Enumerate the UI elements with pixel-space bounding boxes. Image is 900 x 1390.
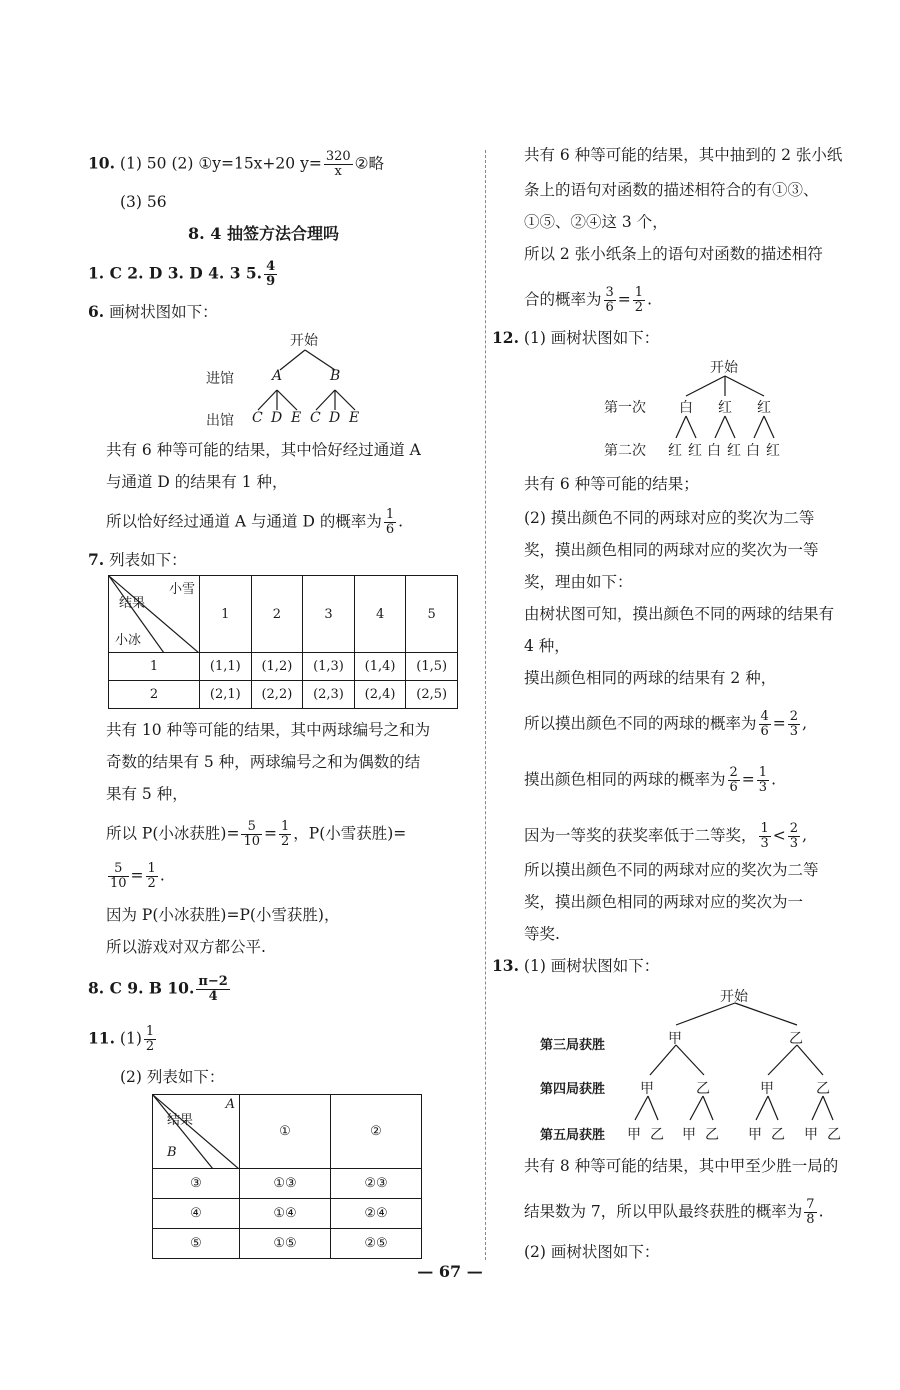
table-row: ⑤ ①⑤ ②⑤ [153, 1229, 422, 1259]
fraction: $\frac{320}{x}$ [325, 149, 351, 179]
answer-text: ②略 [354, 154, 385, 173]
tree-node: 乙 [705, 1127, 719, 1143]
table-row: ③ ①③ ②③ [153, 1169, 422, 1199]
tree-node: 甲 [627, 1127, 641, 1143]
table-header: 4 [354, 576, 406, 653]
tree-row-label: 第一次 [604, 400, 646, 416]
tree-node: 乙 [827, 1127, 841, 1143]
tree-row-label: 第四局获胜 [540, 1082, 606, 1097]
tree-node: D [329, 410, 341, 426]
tree-node: B [330, 368, 341, 384]
answer-text: (1) 50 (2) ①y=15x+20 y= [119, 154, 322, 173]
table-header: ① [240, 1095, 331, 1169]
table-header: 3 [303, 576, 355, 653]
tree-node: 红 [727, 443, 741, 459]
table-header: 5 [406, 576, 458, 653]
tree-node: 红 [718, 400, 732, 416]
tree-node: 甲 [748, 1127, 762, 1143]
tree-node: 甲 [682, 1127, 696, 1143]
tree-node: E [291, 410, 302, 426]
table-row: 2 (2,1) (2,2) (2,3) (2,4) (2,5) [109, 681, 458, 709]
tree-node: 乙 [650, 1127, 664, 1143]
answer-text: $\frac{5}{10}$ = $\frac{1}{2}$ . [110, 861, 165, 891]
answer-text: 所以恰好经过通道 A 与通道 D 的概率为 $\frac{1}{6}$ . [106, 507, 404, 537]
tree-row-label: 第二次 [604, 443, 646, 459]
tree-node: 白 [746, 443, 760, 459]
answer-text: (2) 列表如下： [120, 1068, 225, 1086]
answer-text: 共有 6 种等可能的结果，其中恰好经过通道 A [106, 441, 421, 459]
table-header: 1 [200, 576, 252, 653]
tree-node: D [271, 410, 283, 426]
tree-node: 甲 [640, 1081, 654, 1097]
tree-node: E [349, 410, 360, 426]
table-row: 1 (1,1) (1,2) (1,3) (1,4) (1,5) [109, 653, 458, 681]
page-number: — 67 — [417, 1262, 483, 1281]
tree-node: 红 [757, 400, 771, 416]
tree-row-label: 第五局获胜 [540, 1128, 606, 1143]
table-row: ④ ①④ ②④ [153, 1199, 422, 1229]
tree-node: A [272, 368, 283, 384]
tree-node: 白 [707, 443, 721, 459]
tree-node: 乙 [816, 1081, 830, 1097]
tree-node: C [252, 410, 263, 426]
tree-node: 甲 [804, 1127, 818, 1143]
tree-row-label: 出馆 [206, 413, 234, 429]
answer-text: 与通道 D 的结果有 1 种， [106, 473, 288, 491]
q8-10-answers: 8. C 9. B 10. $\frac{\pi-2}{4}$ [88, 974, 228, 1004]
tree-row-label: 第三局获胜 [540, 1038, 606, 1053]
tree-node: 乙 [789, 1031, 803, 1047]
tree-node: 红 [766, 443, 780, 459]
tree-node: 红 [668, 443, 682, 459]
table-header: ② [331, 1095, 422, 1169]
q1-5-answers: 1. C 2. D 3. D 4. 3 5. $\frac{4}{9}$ [88, 259, 276, 289]
tree-node: 白 [679, 400, 693, 416]
tree-root: 开始 [710, 360, 738, 376]
tree-root: 开始 [720, 989, 748, 1005]
answer-text: 果有 5 种， [106, 785, 188, 803]
answer-text: 共有 10 种等可能的结果，其中两球编号之和为 [106, 721, 431, 739]
table-header: 2 [251, 576, 303, 653]
tree-node: C [310, 410, 321, 426]
answer-text: 所以游戏对双方都公平. [106, 938, 266, 956]
tree-node: 甲 [760, 1081, 774, 1097]
tree-node: 红 [688, 443, 702, 459]
answer-text: 奇数的结果有 5 种，两球编号之和为偶数的结 [106, 753, 421, 771]
answer-text: (3) 56 [120, 193, 167, 211]
question-number: 10. [88, 153, 115, 173]
table-corner: A 结果 B [153, 1095, 240, 1169]
section-title: 8. 4 抽签方法合理吗 [188, 224, 339, 243]
answer-text: 因为 P(小冰获胜)=P(小雪获胜)， [106, 906, 340, 924]
table-corner: 小雪 结果 小冰 [109, 576, 200, 653]
tree-node: 甲 [668, 1031, 682, 1047]
answer-text: 所以 P(小冰获胜)= $\frac{5}{10}$ = $\frac{1}{2}$ ，P(小雪获胜)= [106, 819, 407, 849]
tree-row-label: 进馆 [206, 371, 234, 387]
tree-root: 开始 [290, 333, 318, 349]
tree-node: 乙 [771, 1127, 785, 1143]
tree-node: 乙 [696, 1081, 710, 1097]
